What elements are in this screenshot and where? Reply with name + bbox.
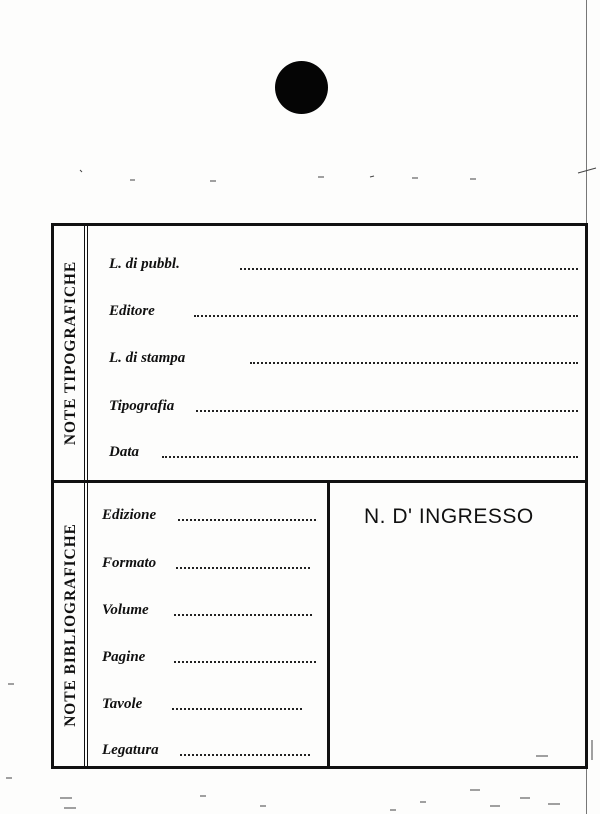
field-luogo-pubblicazione-line — [240, 268, 578, 270]
field-legatura-line — [180, 754, 310, 756]
field-pagine-line — [174, 661, 316, 663]
field-data-line — [162, 456, 578, 458]
note-bibliografiche-section — [54, 483, 585, 766]
field-edizione-line — [178, 519, 316, 521]
note-bibliografiche-label-box — [54, 483, 88, 766]
field-legatura: Legatura — [102, 742, 159, 758]
field-luogo-stampa: L. di stampa — [109, 350, 186, 366]
field-volume-line — [174, 614, 312, 616]
field-luogo-pubblicazione: L. di pubbl. — [109, 256, 180, 272]
field-formato: Formato — [102, 555, 157, 571]
field-edizione: Edizione — [102, 507, 157, 523]
note-tipografiche-label: NOTE TIPOGRAFICHE — [62, 260, 79, 446]
note-tipografiche-section — [54, 226, 585, 483]
field-editore: Editore — [109, 303, 155, 319]
note-bibliografiche-label: NOTE BIBLIOGRAFICHE — [62, 522, 79, 727]
numero-ingresso-label: N. D' INGRESSO — [364, 505, 534, 528]
field-formato-line — [176, 567, 310, 569]
field-data: Data — [109, 444, 139, 460]
field-volume: Volume — [102, 602, 149, 618]
field-tavole: Tavole — [102, 696, 143, 712]
field-luogo-stampa-line — [250, 362, 578, 364]
field-tipografia: Tipografia — [109, 398, 175, 414]
field-pagine: Pagine — [102, 649, 146, 665]
field-editore-line — [194, 315, 578, 317]
field-tavole-line — [172, 708, 302, 710]
punch-hole — [275, 61, 328, 114]
note-tipografiche-label-box — [54, 226, 88, 480]
field-tipografia-line — [196, 410, 578, 412]
ingresso-divider — [327, 483, 330, 766]
catalog-card — [51, 223, 588, 769]
